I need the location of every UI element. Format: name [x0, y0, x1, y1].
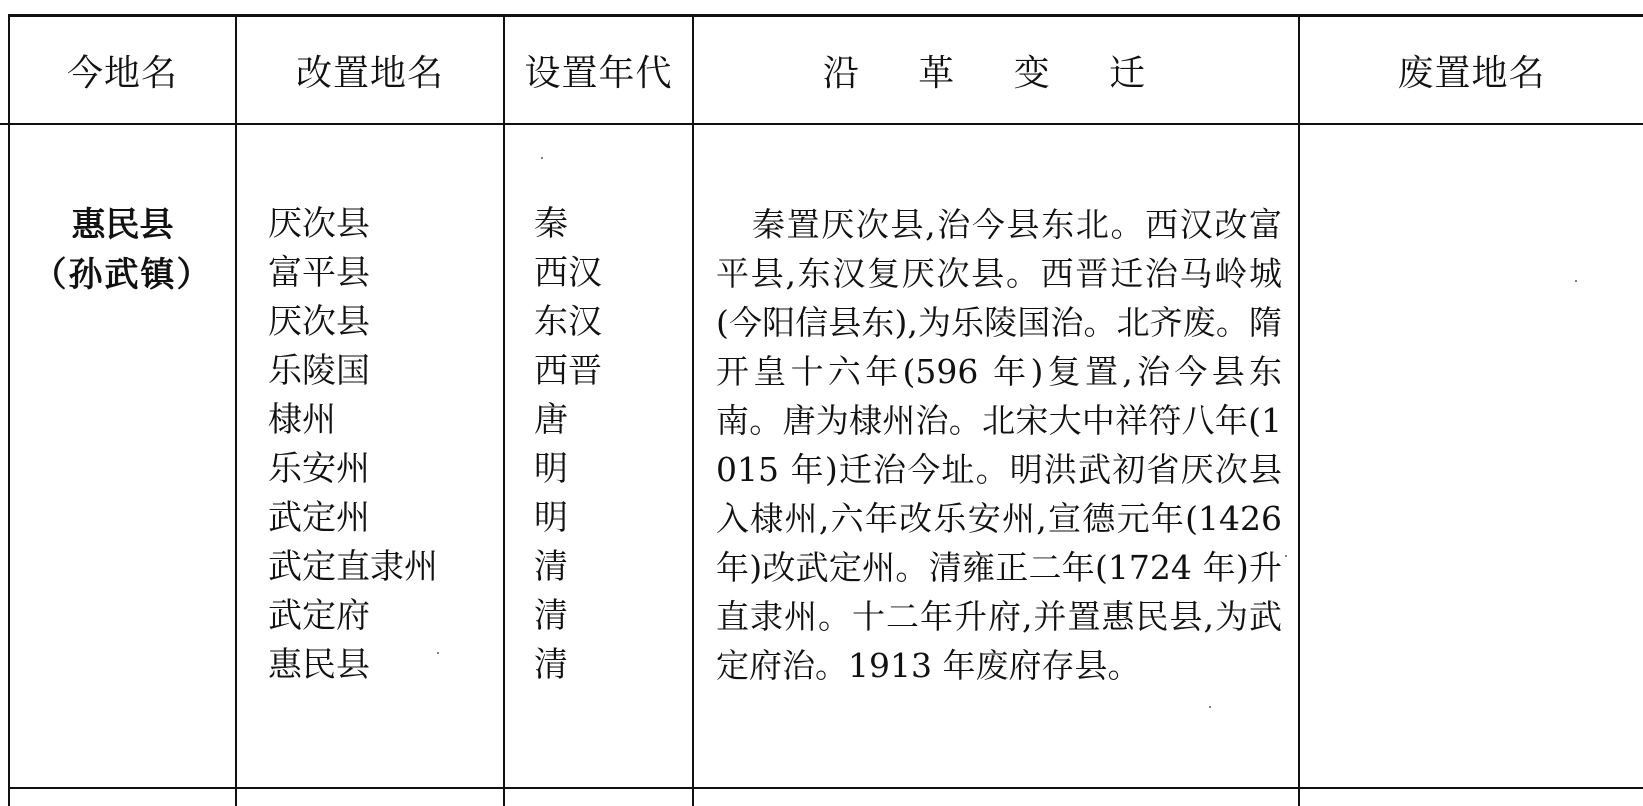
list-item: 乐安州	[268, 449, 370, 489]
list-item: 明	[534, 498, 568, 538]
eras-list	[534, 200, 602, 690]
row-divider	[8, 787, 1643, 789]
list-item: 惠民县	[268, 645, 370, 685]
header-divider	[0, 123, 1643, 125]
scan-speck	[1209, 706, 1211, 708]
scan-speck	[541, 157, 543, 159]
list-item: 清	[534, 645, 568, 685]
list-item: 清	[534, 547, 568, 587]
current-name-cell	[10, 200, 235, 300]
header-abolished-name: 废置地名	[1397, 52, 1546, 94]
list-item: 唐	[534, 400, 568, 440]
list-item: 武定府	[268, 596, 370, 636]
list-item: 东汉	[534, 302, 602, 342]
header-changed-name: 改置地名	[295, 52, 444, 94]
changed-names-list	[268, 200, 438, 690]
list-item: 西汉	[534, 253, 602, 293]
list-item: 清	[534, 596, 568, 636]
list-item: 厌次县	[268, 302, 370, 342]
list-item: 秦	[534, 204, 568, 244]
list-item: 棣州	[268, 400, 336, 440]
scan-speck	[437, 652, 439, 654]
list-item: 明	[534, 449, 568, 489]
list-item: 西晋	[534, 351, 602, 391]
list-item: 乐陵国	[268, 351, 370, 391]
scan-speck	[1285, 555, 1287, 557]
column-divider	[503, 14, 505, 806]
column-divider	[692, 14, 694, 806]
list-item: 武定直隶州	[268, 547, 438, 587]
header-history: 沿 革 变 迁	[822, 52, 1170, 94]
current-place-note: （孙武镇）	[32, 255, 213, 295]
header-established-era: 设置年代	[524, 52, 673, 94]
history-text: 秦置厌次县,治今县东北。西汉改富平县,东汉复厌次县。西晋迁治马岭城(今阳信县东),为乐陵国治。北齐废。隋开皇十六年(596 年)复置,治今县东南。唐为棣州治。北宋大中祥符八年(1015 年)迁治今址。明洪武初省厌次县入棣州,六年改乐安州,宣德元年(1426 年)改武定州。清雍正二年(1724 年)升直隶州。十二年升府,并置惠民县,为武定府治。1913 年废府存县。	[716, 205, 1282, 685]
list-item: 富平县	[268, 253, 370, 293]
current-place-name: 惠民县	[71, 205, 174, 245]
scan-speck	[1575, 280, 1577, 282]
abolished-name-cell	[1300, 130, 1643, 780]
list-item: 厌次县	[268, 204, 370, 244]
header-current-name: 今地名	[66, 52, 178, 94]
list-item: 武定州	[268, 498, 370, 538]
column-divider	[235, 14, 237, 806]
